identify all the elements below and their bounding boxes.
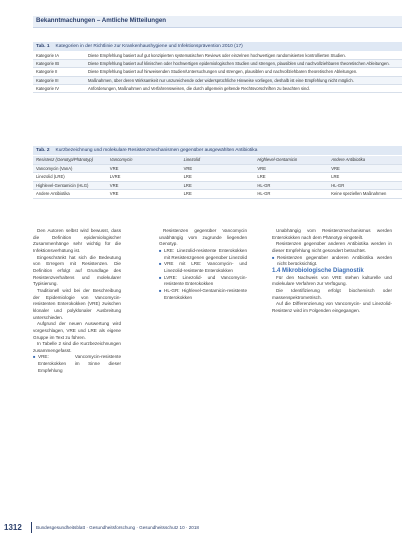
- table2-cell: HL-GR: [254, 190, 328, 199]
- table1-description: Diese Empfehlung basiert auf gut konzipierten systematischen Reviews oder einzelnen hochwertigen randomisierten kontrollierten Studien.: [85, 52, 402, 60]
- bullet-item: ■ VRE: Vancomycin-resistente Enterokokken im Sinne dieser Empfehlung: [33, 354, 121, 374]
- table2-cell: Linezolid (LRE): [33, 173, 107, 182]
- table2-row: [33, 181, 402, 190]
- body-paragraph: Auf die Differenzierung von Vancomycin- und Linezolid-Resistenz wird im Folgenden eingegangen.: [272, 301, 392, 313]
- section-header-bar: [33, 16, 402, 28]
- table2-cell: VRE: [181, 164, 255, 173]
- table2-header-cell: Resistenz (Genotyp/Phänotyp): [33, 156, 107, 164]
- table2-cell: HL-GR: [328, 181, 402, 190]
- table2-header-cell: Linezolid: [181, 156, 255, 164]
- page-footer: [0, 521, 413, 535]
- table2-cell: VRE: [107, 190, 181, 199]
- body-paragraph: Resistenzen gegenüber Vancomycin unabhängig vom zugrunde liegenden Genotyp.: [159, 228, 247, 247]
- bullet-item: ■ HL-GR: Highlevel-Gentamicin-resistente Enterokokken: [159, 288, 247, 301]
- table2-cell: VRE: [107, 164, 181, 173]
- table1-row: [33, 60, 402, 68]
- table2-row: [33, 173, 402, 182]
- table2-cell: Vancomycin (VanA): [33, 164, 107, 173]
- body-paragraph: Unabhängig vom Resistenzmechanismus werden Enterokokken nach dem Phänotyp eingeteilt.: [272, 228, 392, 240]
- bullet-item: ■ Resistenzen gegenüber anderen Antibiotika werden nicht berücksichtigt.: [272, 255, 392, 268]
- table2-cell: Highlevel-Gentamicin (HLG): [33, 181, 107, 190]
- table2-row: [33, 190, 402, 199]
- table2-header-row: [33, 156, 402, 164]
- table2-cell: LRE: [181, 173, 255, 182]
- body-paragraph: Die Identifizierung erfolgt biochemisch oder massenspektrometrisch.: [272, 287, 392, 300]
- table1-caption: Kategorien in der Richtlinie zur Krankenhaushygiene und Infektionsprävention 2010 (17): [55, 44, 243, 49]
- table1-description: Diese Empfehlung basiert auf klinischen oder hochwertigen epidemiologischen Studien und strengen, plausiblen und nachvollziehbaren theoretischen Ableitungen.: [85, 60, 402, 68]
- table2-header-cell: Highlevel-Gentamicin: [254, 156, 328, 164]
- table2-caption: Kurzbezeichnung und molekulare Resistenzmechanismen gegenüber ausgewählten Antibiotika: [55, 148, 258, 153]
- footer-separator: [31, 522, 32, 533]
- table1-row: [33, 52, 402, 60]
- table1-row: [33, 76, 402, 84]
- table2-cell: HL-GR: [254, 181, 328, 190]
- bullet-item: ■ LRE: Linezolid-resistente Enterokokken mit Resistenzgenen gegenüber Linezolid: [159, 248, 247, 261]
- table2-cell: VRE: [328, 164, 402, 173]
- page-number: 1312: [4, 523, 22, 532]
- journal-citation: Bundesgesundheitsblatt · Gesundheitsforschung · Gesundheitsschutz 10 · 2018: [36, 525, 199, 530]
- table2: [33, 156, 402, 199]
- table2-cell: VRE: [254, 164, 328, 173]
- body-paragraph: Traditionell wird bei der Beschreibung der Epidemiologie von Vancomycin-resistenten Enterokokken (VRE) zwischen klonaler und polyklonaler Ausbreitung unterschieden.: [33, 287, 121, 320]
- section-header-title: Bekanntmachungen – Amtliche Mitteilungen: [36, 17, 167, 24]
- body-paragraph: Resistenzen gegenüber anderen Antibiotika werden in dieser Empfehlung nicht gesondert betrachtet.: [272, 241, 392, 253]
- table1-description: Diese Empfehlung basiert auf hinweisenden Studien/Untersuchungen und strengen, plausiblen und nachvollziehbaren theoretischen Ableitungen.: [85, 68, 402, 76]
- table1: [33, 52, 402, 93]
- table1-caption-bar: [33, 42, 402, 51]
- table2-cell: LRE: [181, 181, 255, 190]
- table1-category: Kategorie III: [33, 76, 85, 84]
- table1-description: Anforderungen, Maßnahmen und Verfahrensweisen, die durch allgemein geltende Rechtsvorschriften zu beachten sind.: [85, 84, 402, 92]
- table2-label: Tab. 2: [36, 148, 50, 153]
- table2-header-cell: Vancomycin: [107, 156, 181, 164]
- body-paragraph: Aufgrund der neuen Auswertung wird vorgeschlagen, VRE und LRE als eigene Gruppe im Text zu führen.: [33, 321, 121, 340]
- table1-category: Kategorie IB: [33, 60, 85, 68]
- table2-cell: LRE: [328, 173, 402, 182]
- table1-category: Kategorie IV: [33, 84, 85, 92]
- table1-row: [33, 68, 402, 76]
- table2-cell: LVRE: [107, 173, 181, 182]
- table2-cell: LRE: [181, 190, 255, 199]
- section-heading: 1.4 Mikrobiologische Diagnostik: [272, 267, 364, 274]
- table2-cell: VRE: [107, 181, 181, 190]
- text-column-1: [33, 228, 121, 374]
- text-column-2: [159, 228, 247, 301]
- text-column-3: [272, 228, 392, 315]
- table1-label: Tab. 1: [36, 44, 50, 49]
- bullet-item: ■ VRE mit LRE: Vancomycin- und Linezolid-resistente Enterokokken: [159, 261, 247, 274]
- table2-header-cell: Andere Antibiotika: [328, 156, 402, 164]
- table2-cell: LRE: [254, 173, 328, 182]
- table1-row: [33, 84, 402, 92]
- table2-caption-bar: [33, 146, 402, 155]
- body-paragraph: In Tabelle 2 sind die Kurzbezeichnungen zusammengefasst.: [33, 341, 121, 353]
- table1-description: Maßnahmen, über deren Wirksamkeit nur unzureichende oder widersprüchliche Hinweise vorliegen, deshalb ist eine Empfehlung nicht möglich.: [85, 76, 402, 84]
- body-paragraph: Den Autoren selbst wird bewusst, dass die Definition epidemiologischer Zusammenhänge sehr wichtig für die Infektionsverhütung ist.: [33, 228, 121, 253]
- table2-cell: Andere Antibiotika: [33, 190, 107, 199]
- table1-category: Kategorie II: [33, 68, 85, 76]
- table1-category: Kategorie IA: [33, 52, 85, 60]
- body-paragraph: Eingeschränkt hat sich die Bedeutung von Erregern mit Resistenzen. Die Definition erfolgt auf Grundlage des Resistenzverhaltens und molekularer Typisierung.: [33, 254, 121, 287]
- table2-row: [33, 164, 402, 173]
- bullet-item: ■ LVRE: Linezolid- und Vancomycin-resistente Enterokokken: [159, 275, 247, 288]
- body-paragraph: Für den Nachweis von VRE stehen kulturelle und molekulare Verfahren zur Verfügung.: [272, 274, 392, 287]
- table2-cell: Keine speziellen Maßnahmen: [328, 190, 402, 199]
